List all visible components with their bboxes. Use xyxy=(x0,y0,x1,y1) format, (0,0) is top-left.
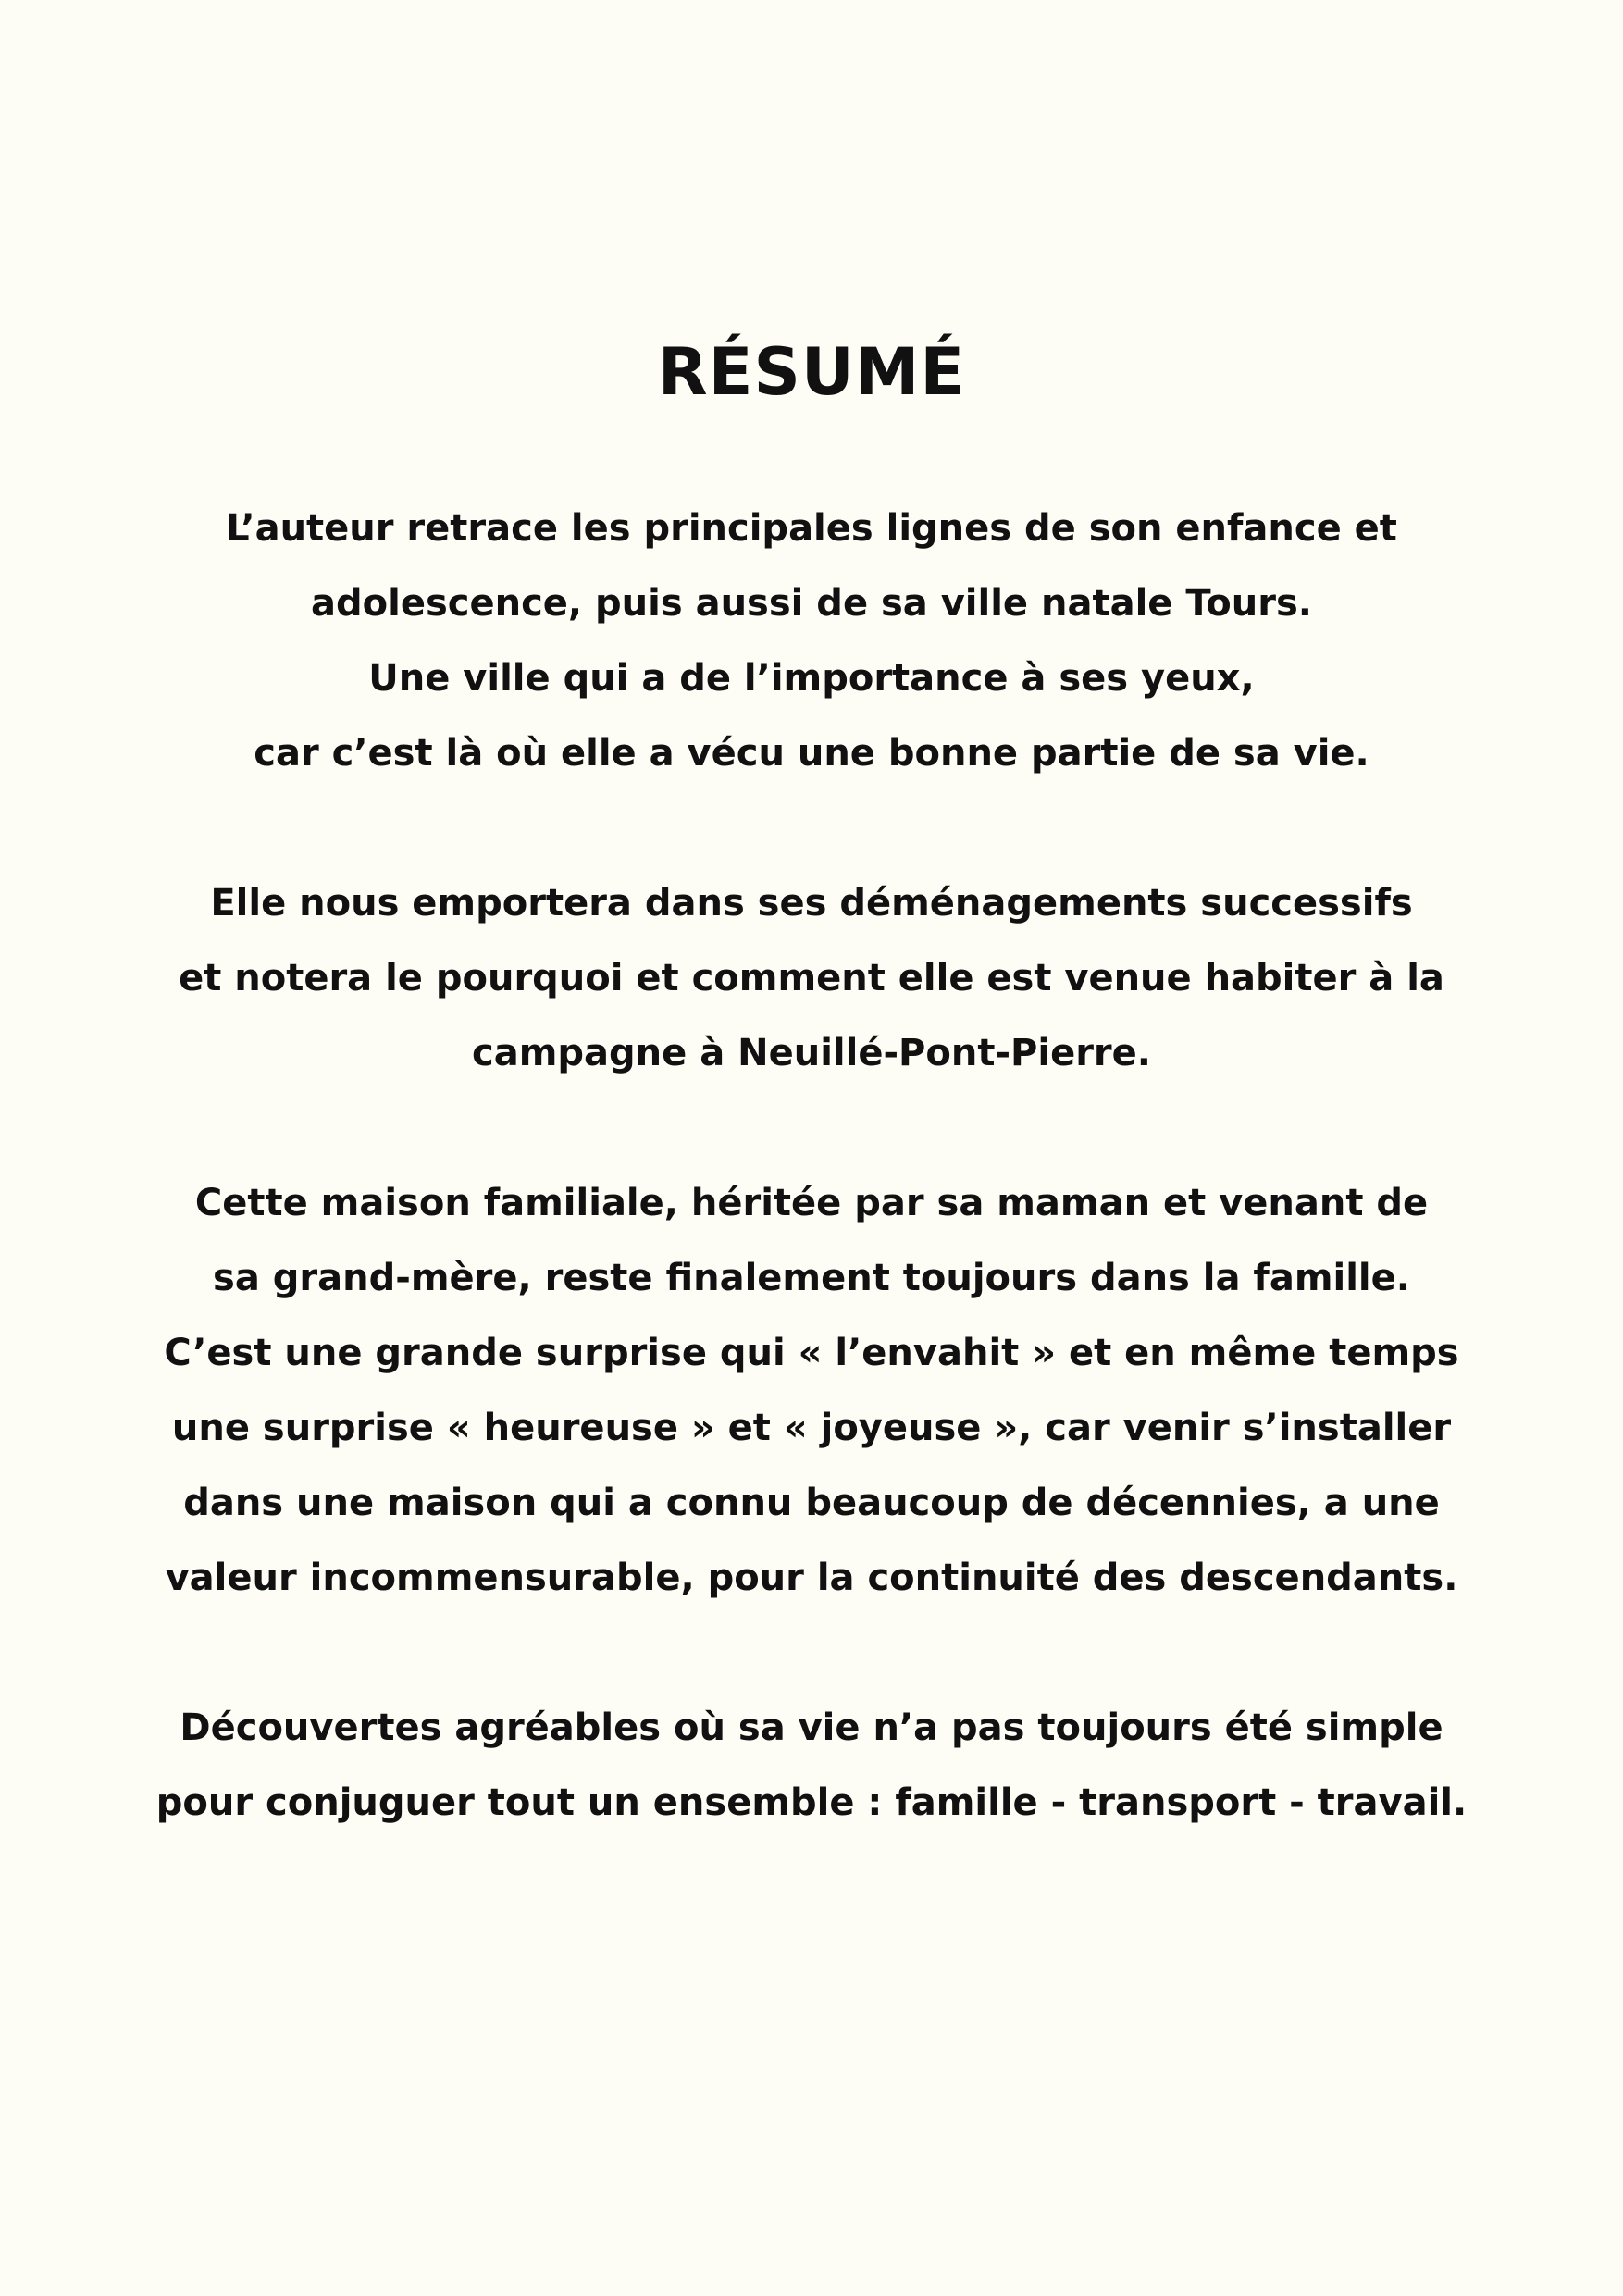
paragraph-2 xyxy=(93,866,1530,1091)
text-line: car c’est là où elle a vécu une bonne partie de sa vie. xyxy=(254,732,1369,775)
text-line: Cette maison familiale, héritée par sa maman et venant de xyxy=(194,1182,1429,1224)
paragraph-3 xyxy=(93,1166,1530,1616)
text-line: C’est une grande surprise qui « l’envahit » et en même temps xyxy=(164,1332,1459,1374)
text-line: Une ville qui a de l’importance à ses yeux, xyxy=(368,657,1255,700)
summary-body xyxy=(93,491,1530,1841)
text-line: sa grand-mère, reste finalement toujours dans la famille. xyxy=(213,1257,1410,1299)
text-line: Découvertes agréables où sa vie n’a pas toujours été simple xyxy=(180,1706,1443,1749)
text-line: dans une maison qui a connu beaucoup de décennies, a une xyxy=(183,1482,1440,1524)
text-line: Elle nous emportera dans ses déménagements successifs xyxy=(210,882,1413,925)
text-line: valeur incommensurable, pour la continuité des descendants. xyxy=(165,1557,1458,1599)
page-title: RÉSUMÉ xyxy=(657,334,966,410)
text-line: adolescence, puis aussi de sa ville natale Tours. xyxy=(311,582,1312,625)
text-line: une surprise « heureuse » et « joyeuse », car venir s’installer xyxy=(171,1407,1452,1449)
paragraph-1 xyxy=(93,491,1530,791)
text-line: et notera le pourquoi et comment elle est venue habiter à la xyxy=(179,957,1444,999)
text-line: L’auteur retrace les principales lignes de son enfance et xyxy=(226,507,1397,550)
text-line: campagne à Neuillé-Pont-Pierre. xyxy=(472,1032,1151,1074)
text-line: pour conjuguer tout un ensemble : famille - transport - travail. xyxy=(155,1781,1468,1824)
paragraph-4 xyxy=(93,1691,1530,1841)
